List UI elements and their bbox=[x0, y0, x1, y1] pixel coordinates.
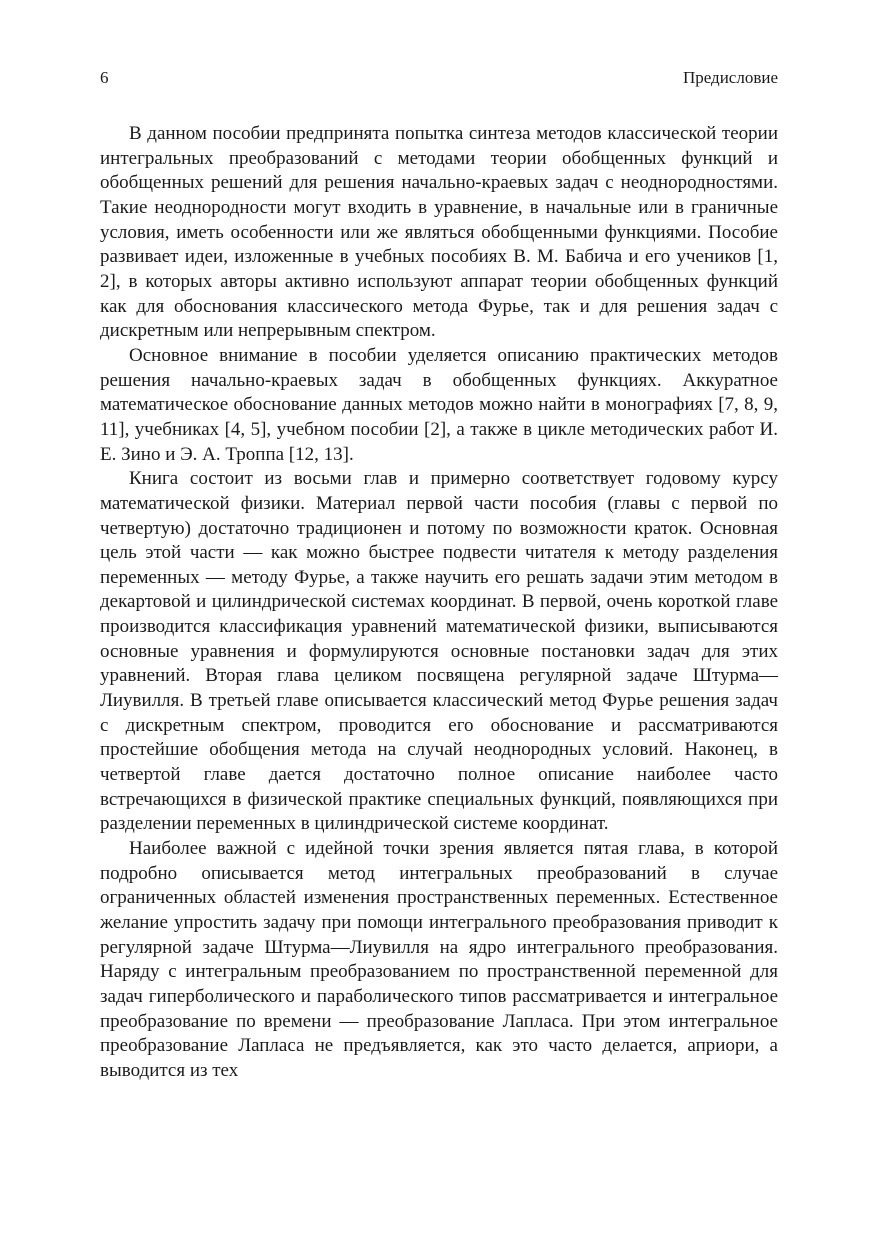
page-header bbox=[100, 66, 778, 90]
paragraph: В данном пособии предпринята попытка синтеза методов классической теории интегральных преобразований с методами теории обобщенных функций и обобщенных решений для решения начально-краевых задач с неоднородностями. Такие неоднородности могут входить в уравнение, в начальные или в граничные условия, иметь особенности или же являться обобщенными функциями. Пособие развивает идеи, изложенные в учебных пособиях В. М. Бабича и его учеников [1, 2], в которых авторы активно используют аппарат теории обобщенных функций как для обоснования классического метода Фурье, так и для решения задач с дискретным или непрерывным спектром. bbox=[100, 123, 778, 342]
page-number: 6 bbox=[100, 68, 109, 87]
running-head: Предисловие bbox=[682, 68, 778, 87]
paragraph: Книга состоит из восьми глав и примерно соответствует годовому курсу математической физики. Материал первой части пособия (главы с первой по четвертую) достаточно традиционен и потому по возможности краток. Основная цель этой части — как можно быстрее подвести читателя к методу разделения переменных — методу Фурье, а также научить его решать задачи этим методом в декартовой и цилиндрической системах координат. В первой, очень короткой главе производится классификация уравнений математической физики, выписываются основные уравнения и формулируются основные постановки задач для этих уравнений. Вторая глава целиком посвящена регулярной задаче Штурма—Лиувилля. В третьей главе описывается классический метод Фурье решения задач с дискретным спектром, проводится его обоснование и рассматриваются простейшие обобщения метода на случай неоднородных условий. Наконец, в четвертой главе дается достаточно полное описание наиболее часто встречающихся в физической практике специальных функций, появляющихся при разделении переменных в цилиндрической системе координат. bbox=[100, 468, 778, 835]
paragraph: Основное внимание в пособии уделяется описанию практических методов решения начально-краевых задач в обобщенных функциях. Аккуратное математическое обоснование данных методов можно найти в монографиях [7, 8, 9, 11], учебниках [4, 5], учебном пособии [2], а также в цикле методических работ И. Е. Зино и Э. А. Троппа [12, 13]. bbox=[100, 344, 778, 465]
paragraph: Наиболее важной с идейной точки зрения является пятая глава, в которой подробно описывается метод интегральных преобразований в случае ограниченных областей изменения пространственных переменных. Естественное желание упростить задачу при помощи интегрального преобразования приводит к регулярной задаче Штурма—Лиувилля на ядро интегрального преобразования. Наряду с интегральным преобразованием по пространственной переменной для задач гиперболического и параболического типов рассматривается и интегральное преобразование по времени — преобразование Лапласа. При этом интегральное преобразование Лапласа не предъявляется, как это часто делается, априори, а выводится из тех bbox=[100, 838, 778, 1081]
body-text bbox=[100, 122, 778, 1084]
